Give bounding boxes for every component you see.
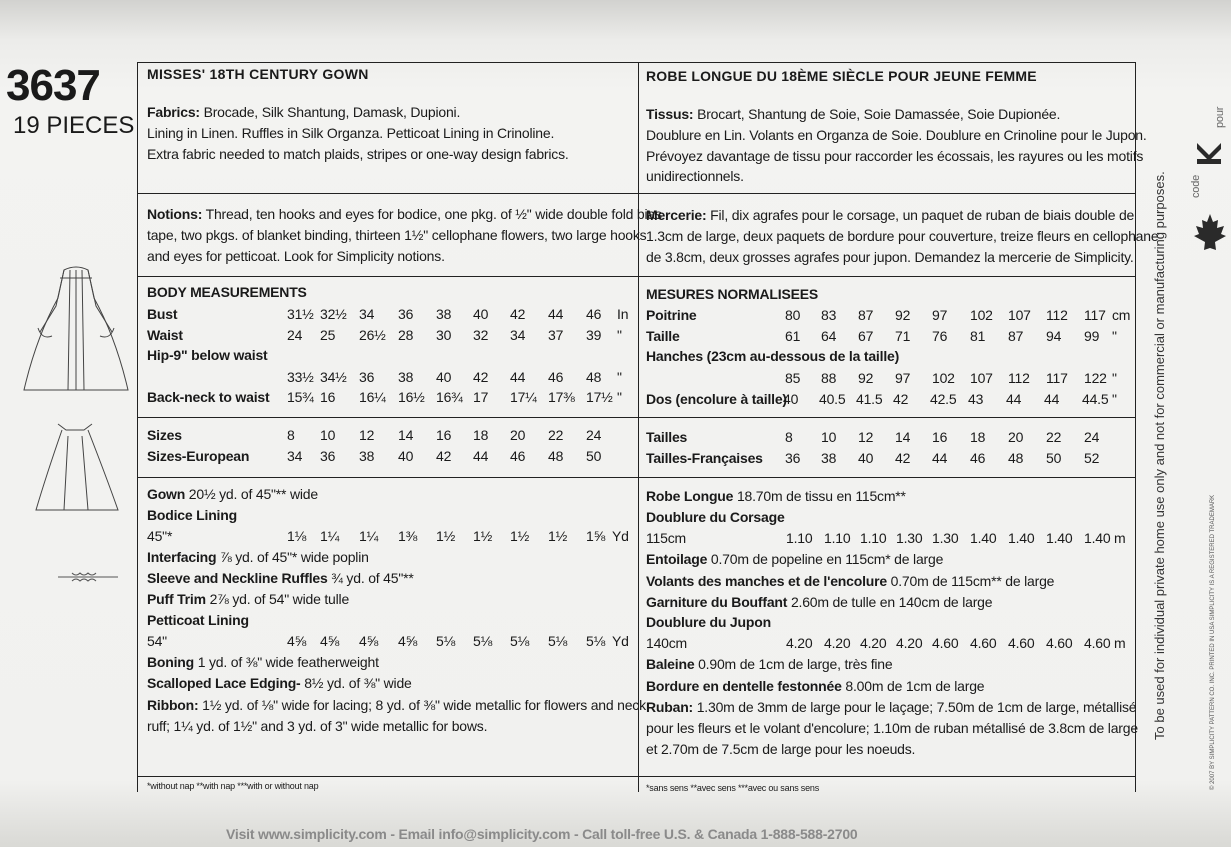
fr-measure-cell: 80 [785, 307, 801, 323]
fr-measure-cell: 44 [1006, 391, 1022, 407]
en-measure-unit: In [617, 306, 629, 322]
fr-petticoat-label: Doublure du Jupon [646, 614, 771, 630]
en-bodice-cell: 1⅜ [398, 528, 418, 544]
en-measure-unit: " [617, 327, 622, 343]
fr-size-fr-cell: 48 [1008, 450, 1024, 466]
fr-measure-cell: 92 [858, 370, 874, 386]
divider [1135, 62, 1136, 792]
fr-interfacing: Entoilage 0.70m de popeline en 115cm* de large [646, 551, 944, 567]
en-notions-line2: tape, two pkgs. of blanket binding, thirteen 1½" cellophane flowers, two large hooks [147, 227, 647, 243]
fr-petticoat-cell: 4.60 [970, 635, 997, 651]
fr-bodice-cell: 1.40 [1084, 530, 1111, 546]
en-bodice-cell: 1⅝ [586, 528, 606, 544]
fr-measure-cell: 41.5 [856, 391, 883, 407]
en-measure-cell: 17½ [586, 389, 613, 405]
fr-fabrics-line1: Tissus: Brocart, Shantung de Soie, Soie Damassée, Soie Dupionée. [646, 106, 1061, 122]
en-measure-cell: 36 [359, 369, 375, 385]
fr-size-fr-cell: 40 [858, 450, 874, 466]
fr-measure-cell: 94 [1046, 328, 1062, 344]
petticoat-sketch [26, 416, 126, 516]
fr-bodice-unit: m [1114, 530, 1126, 546]
en-measure-cell: 16½ [398, 389, 425, 405]
fr-measure-unit: " [1112, 370, 1117, 386]
en-measure-cell: 40 [436, 369, 452, 385]
divider [638, 276, 1135, 277]
en-size-eu-cell: 42 [436, 448, 452, 464]
fr-measure-cell: 81 [970, 328, 986, 344]
fr-measure-cell: 42 [893, 391, 909, 407]
en-measure-cell: 44 [548, 306, 564, 322]
en-bodice-cell: 1½ [510, 528, 530, 544]
gown-front-sketch [16, 258, 136, 398]
en-measure-cell: 24 [287, 327, 303, 343]
en-measure-cell: 48 [586, 369, 602, 385]
fr-size-fr-cell: 38 [821, 450, 837, 466]
en-notions-line1: Notions: Thread, ten hooks and eyes for bodice, one pkg. of ½" wide double fold bias [147, 206, 662, 222]
fr-bodice-cell: 1.40 [1008, 530, 1035, 546]
fr-gown: Robe Longue 18.70m de tissu en 115cm** [646, 488, 906, 504]
fr-petticoat-cell: 4.20 [860, 635, 887, 651]
fr-fabrics-line3: Prévoyez davantage de tissu pour raccorder les écossais, les rayures ou les motifs [646, 148, 1144, 164]
en-size-cell: 10 [320, 427, 336, 443]
fr-measure-label: Taille [646, 328, 680, 344]
en-petticoat-width: 54" [147, 633, 167, 649]
divider [137, 62, 1135, 63]
fr-size-cell: 10 [821, 429, 837, 445]
en-size-eu-cell: 44 [473, 448, 489, 464]
en-measure-cell: 17¼ [510, 389, 537, 405]
fr-title: ROBE LONGUE DU 18ÈME SIÈCLE POUR JEUNE FEMME [646, 68, 1037, 84]
fr-measure-cell: 92 [895, 307, 911, 323]
en-size-cell: 18 [473, 427, 489, 443]
k-symbol-icon [1196, 140, 1222, 168]
en-size-cell: 20 [510, 427, 526, 443]
fr-petticoat-cell: 4.60 [1046, 635, 1073, 651]
fr-notions-line3: de 3.8cm, deux grosses agrafes pour jupon. Demandez la mercerie de Simplicity. [646, 249, 1134, 265]
fr-size-cell: 8 [785, 429, 793, 445]
fr-size-fr-cell: 44 [932, 450, 948, 466]
fr-measure-cell: 112 [1008, 370, 1030, 386]
en-petticoat-unit: Yd [612, 633, 629, 649]
en-measure-cell: 42 [473, 369, 489, 385]
en-fabrics-line3: Extra fabric needed to match plaids, stripes or one-way design fabrics. [147, 146, 569, 162]
fr-size-cell: 22 [1046, 429, 1062, 445]
divider [137, 62, 138, 792]
fr-petticoat-cell: 4.60 [1084, 635, 1111, 651]
fr-petticoat-cell: 4.20 [786, 635, 813, 651]
en-bodice-cell: 1½ [436, 528, 456, 544]
fr-size-fr-cell: 52 [1084, 450, 1100, 466]
divider [137, 776, 638, 777]
fr-petticoat-cell: 4.20 [824, 635, 851, 651]
en-petticoat-cell: 5⅛ [473, 633, 493, 649]
fr-size-cell: 14 [895, 429, 911, 445]
fr-measure-label: Hanches (23cm au-dessous de la taille) [646, 348, 900, 364]
fr-lace: Bordure en dentelle festonnée 8.00m de 1cm de large [646, 678, 985, 694]
fr-petticoat-cell: 4.60 [1008, 635, 1035, 651]
en-measure-cell: 38 [436, 306, 452, 322]
fr-bodice-cell: 1.10 [786, 530, 813, 546]
en-measure-cell: 17 [473, 389, 489, 405]
fr-measure-cell: 76 [932, 328, 948, 344]
fr-measure-cell: 83 [821, 307, 837, 323]
fr-ribbon-line2: pour les fleurs et le volant d'encolure; 1.10m de ruban métallisé de 3.8cm de large [646, 720, 1138, 736]
fr-bodice-cell: 1.30 [932, 530, 959, 546]
fr-size-cell: 18 [970, 429, 986, 445]
fr-measure-label: Dos (encolure à taille) [646, 391, 787, 407]
en-measure-label: Waist [147, 327, 183, 343]
fr-size-fr-cell: 46 [970, 450, 986, 466]
fr-fabrics-line2: Doublure en Lin. Volants en Organza de Soie. Doublure en Crinoline pour le Jupon. [646, 127, 1147, 143]
en-size-eu-cell: 46 [510, 448, 526, 464]
fr-measure-cell: 87 [858, 307, 874, 323]
en-size-eu-cell: 40 [398, 448, 414, 464]
en-measure-cell: 30 [436, 327, 452, 343]
en-petticoat-cell: 4⅝ [287, 633, 307, 649]
fr-measure-cell: 87 [1008, 328, 1024, 344]
en-size-eu-cell: 38 [359, 448, 375, 464]
en-measure-cell: 33½ [287, 369, 314, 385]
fr-boning: Baleine 0.90m de 1cm de large, très fine [646, 656, 893, 672]
en-size-eu-cell: 34 [287, 448, 303, 464]
fr-measure-cell: 88 [821, 370, 837, 386]
en-bodice-width: 45"* [147, 528, 173, 544]
en-size-cell: 8 [287, 427, 295, 443]
en-measure-unit: " [617, 389, 622, 405]
en-measure-cell: 16 [320, 389, 336, 405]
en-size-eu-cell: 48 [548, 448, 564, 464]
fr-measure-cell: 44 [1044, 391, 1060, 407]
en-bodice-cell: 1¼ [320, 528, 340, 544]
fr-measure-title: MESURES NORMALISEES [646, 286, 818, 302]
fr-size-fr-cell: 36 [785, 450, 801, 466]
fr-bodice-cell: 1.40 [970, 530, 997, 546]
fr-measure-label: Poitrine [646, 307, 697, 323]
en-bodice-unit: Yd [612, 528, 629, 544]
en-footnote: *without nap **with nap ***with or without nap [147, 781, 319, 791]
fr-size-fr-cell: 42 [895, 450, 911, 466]
fr-measure-cell: 61 [785, 328, 801, 344]
en-measure-cell: 37 [548, 327, 564, 343]
en-measure-cell: 25 [320, 327, 336, 343]
en-bodice-label: Bodice Lining [147, 507, 237, 523]
fr-measure-cell: 40 [783, 391, 799, 407]
en-measure-label: Hip-9" below waist [147, 347, 268, 363]
en-size-eu-cell: 36 [320, 448, 336, 464]
en-petticoat-cell: 5⅛ [436, 633, 456, 649]
en-measure-cell: 38 [398, 369, 414, 385]
fr-bodice-cell: 1.10 [860, 530, 887, 546]
divider [137, 193, 638, 194]
en-petticoat-cell: 5⅛ [548, 633, 568, 649]
fr-size-fr-cell: 50 [1046, 450, 1062, 466]
fr-measure-cell: 112 [1046, 307, 1068, 323]
fr-ribbon-line1: Ruban: 1.30m de 3mm de large pour le laçage; 7.50m de 1cm de large, métallisé [646, 699, 1137, 715]
divider [137, 276, 638, 277]
fr-puff: Garniture du Bouffant 2.60m de tulle en 140cm de large [646, 594, 993, 610]
en-size-cell: 16 [436, 427, 452, 443]
fr-petticoat-unit: m [1114, 635, 1126, 651]
fr-sizes-label: Tailles [646, 429, 688, 445]
en-sizes-label: Sizes [147, 427, 182, 443]
en-measure-cell: 34 [359, 306, 375, 322]
en-measure-cell: 34 [510, 327, 526, 343]
fr-measure-cell: 102 [932, 370, 955, 386]
fr-bodice-width: 115cm [646, 530, 686, 546]
fr-bodice-cell: 1.40 [1046, 530, 1073, 546]
en-measure-cell: 39 [586, 327, 602, 343]
en-measure-label: Bust [147, 306, 178, 322]
fr-measure-cell: 44.5 [1082, 391, 1109, 407]
en-measure-cell: 36 [398, 306, 414, 322]
fr-measure-cell: 43 [968, 391, 984, 407]
fr-measure-cell: 71 [895, 328, 911, 344]
en-measure-cell: 28 [398, 327, 414, 343]
en-notions-line3: and eyes for petticoat. Look for Simplicity notions. [147, 248, 445, 264]
en-interfacing: Interfacing ⅞ yd. of 45"* wide poplin [147, 549, 369, 565]
en-measure-cell: 32½ [320, 306, 347, 322]
divider [638, 62, 639, 792]
en-measure-cell: 46 [548, 369, 564, 385]
en-size-cell: 24 [586, 427, 602, 443]
en-petticoat-cell: 4⅝ [359, 633, 379, 649]
fr-measure-unit: cm [1112, 307, 1131, 323]
divider [638, 417, 1135, 418]
en-puff: Puff Trim 2⅞ yd. of 54" wide tulle [147, 591, 350, 607]
en-measure-cell: 16¼ [359, 389, 386, 405]
fr-ribbon-line3: et 2.70m de 7.5cm de large pour les noeuds. [646, 741, 916, 757]
fr-sizes-fr-label: Tailles-Françaises [646, 450, 763, 466]
en-measure-title: BODY MEASUREMENTS [147, 284, 307, 300]
en-measure-cell: 34½ [320, 369, 347, 385]
fr-measure-cell: 117 [1084, 307, 1106, 323]
fr-measure-cell: 85 [785, 370, 801, 386]
fr-size-cell: 16 [932, 429, 948, 445]
trim-sketch [58, 570, 118, 584]
fr-ruffles: Volants des manches et de l'encolure 0.70m de 115cm** de large [646, 573, 1055, 589]
en-ruffles: Sleeve and Neckline Ruffles ¾ yd. of 45"** [147, 570, 414, 586]
en-lace: Scalloped Lace Edging- 8½ yd. of ⅜" wide [147, 675, 412, 691]
side-notice: To be used for individual private home use only and not for commercial or manufacturing purposes. [1152, 171, 1167, 740]
en-measure-cell: 40 [473, 306, 489, 322]
en-bodice-cell: 1½ [473, 528, 493, 544]
fr-notions-line1: Mercerie: Fil, dix agrafes pour le corsage, un paquet de ruban de biais double de [646, 207, 1135, 223]
en-measure-cell: 32 [473, 327, 489, 343]
en-measure-cell: 42 [510, 306, 526, 322]
en-petticoat-cell: 5⅛ [510, 633, 530, 649]
pattern-number: 3637 [6, 61, 100, 110]
divider [638, 776, 1135, 777]
fr-measure-cell: 42.5 [930, 391, 957, 407]
en-fabrics-line1: Fabrics: Brocade, Silk Shantung, Damask, Dupioni. [147, 104, 461, 120]
fr-measure-cell: 107 [970, 370, 993, 386]
fr-measure-cell: 64 [821, 328, 837, 344]
maple-leaf-icon [1193, 212, 1227, 252]
en-ribbon-line2: ruff; 1¼ yd. of 1½" and 3 yd. of 3" wide metallic for bows. [147, 718, 488, 734]
en-petticoat-label: Petticoat Lining [147, 612, 249, 628]
en-size-cell: 12 [359, 427, 375, 443]
fr-petticoat-cell: 4.20 [896, 635, 923, 651]
en-bodice-cell: 1½ [548, 528, 568, 544]
en-bodice-cell: 1¼ [359, 528, 379, 544]
fr-size-cell: 24 [1084, 429, 1100, 445]
en-fabrics-line2: Lining in Linen. Ruffles in Silk Organza. Petticoat Lining in Crinoline. [147, 125, 555, 141]
fr-size-cell: 12 [858, 429, 874, 445]
fr-footnote: *sans sens **avec sens ***avec ou sans sens [646, 783, 820, 793]
fr-measure-cell: 97 [932, 307, 948, 323]
fr-bodice-label: Doublure du Corsage [646, 509, 785, 525]
en-sizes-eu-label: Sizes-European [147, 448, 250, 464]
en-measure-label: Back-neck to waist [147, 389, 270, 405]
divider [638, 193, 1135, 194]
en-measure-cell: 15¾ [287, 389, 314, 405]
fr-bodice-cell: 1.10 [824, 530, 851, 546]
en-measure-cell: 31½ [287, 306, 314, 322]
footer-contact: Visit www.simplicity.com - Email info@simplicity.com - Call toll-free U.S. & Canada 1-888-588-2700 [226, 826, 858, 842]
fr-measure-cell: 67 [858, 328, 874, 344]
en-boning: Boning 1 yd. of ⅜" wide featherweight [147, 654, 379, 670]
fr-petticoat-width: 140cm [646, 635, 688, 651]
fr-notions-line2: 1.3cm de large, deux paquets de bordure pour couverture, treize fleurs en cellophane [646, 228, 1159, 244]
fr-size-cell: 20 [1008, 429, 1024, 445]
side-pour: pour [1214, 106, 1226, 128]
fr-measure-cell: 107 [1008, 307, 1031, 323]
fr-fabrics-line4: unidirectionnels. [646, 168, 744, 184]
divider [137, 417, 638, 418]
fr-measure-cell: 99 [1084, 328, 1100, 344]
en-measure-cell: 16¾ [436, 389, 463, 405]
fr-petticoat-cell: 4.60 [932, 635, 959, 651]
fr-measure-cell: 97 [895, 370, 911, 386]
fr-measure-cell: 117 [1046, 370, 1068, 386]
fr-measure-unit: " [1112, 328, 1117, 344]
en-gown: Gown 20½ yd. of 45"** wide [147, 486, 318, 502]
en-measure-cell: 17⅜ [548, 389, 575, 405]
divider [137, 477, 638, 478]
en-measure-cell: 46 [586, 306, 602, 322]
en-measure-unit: " [617, 369, 622, 385]
fr-measure-cell: 102 [970, 307, 993, 323]
en-size-cell: 14 [398, 427, 414, 443]
en-bodice-cell: 1⅛ [287, 528, 307, 544]
en-size-eu-cell: 50 [586, 448, 602, 464]
en-title: MISSES' 18TH CENTURY GOWN [147, 66, 369, 82]
fr-measure-cell: 40.5 [819, 391, 846, 407]
fr-bodice-cell: 1.30 [896, 530, 923, 546]
fr-measure-unit: " [1112, 391, 1117, 407]
en-petticoat-cell: 4⅝ [320, 633, 340, 649]
en-ribbon-line1: Ribbon: 1½ yd. of ⅛" wide for lacing; 8 yd. of ⅜" wide metallic for flowers and neck [147, 697, 646, 713]
en-measure-cell: 44 [510, 369, 526, 385]
en-size-cell: 22 [548, 427, 564, 443]
side-code: code [1190, 174, 1202, 198]
en-measure-cell: 26½ [359, 327, 386, 343]
side-copyright: © 2007 BY SIMPLICITY PATTERN CO. INC. PRINTED IN USA SIMPLICITY IS A REGISTERED TRADEMARK [1210, 494, 1216, 790]
en-petticoat-cell: 5⅛ [586, 633, 606, 649]
en-petticoat-cell: 4⅝ [398, 633, 418, 649]
pattern-pieces: 19 PIECES [13, 112, 135, 139]
divider [638, 477, 1135, 478]
fr-measure-cell: 122 [1084, 370, 1107, 386]
